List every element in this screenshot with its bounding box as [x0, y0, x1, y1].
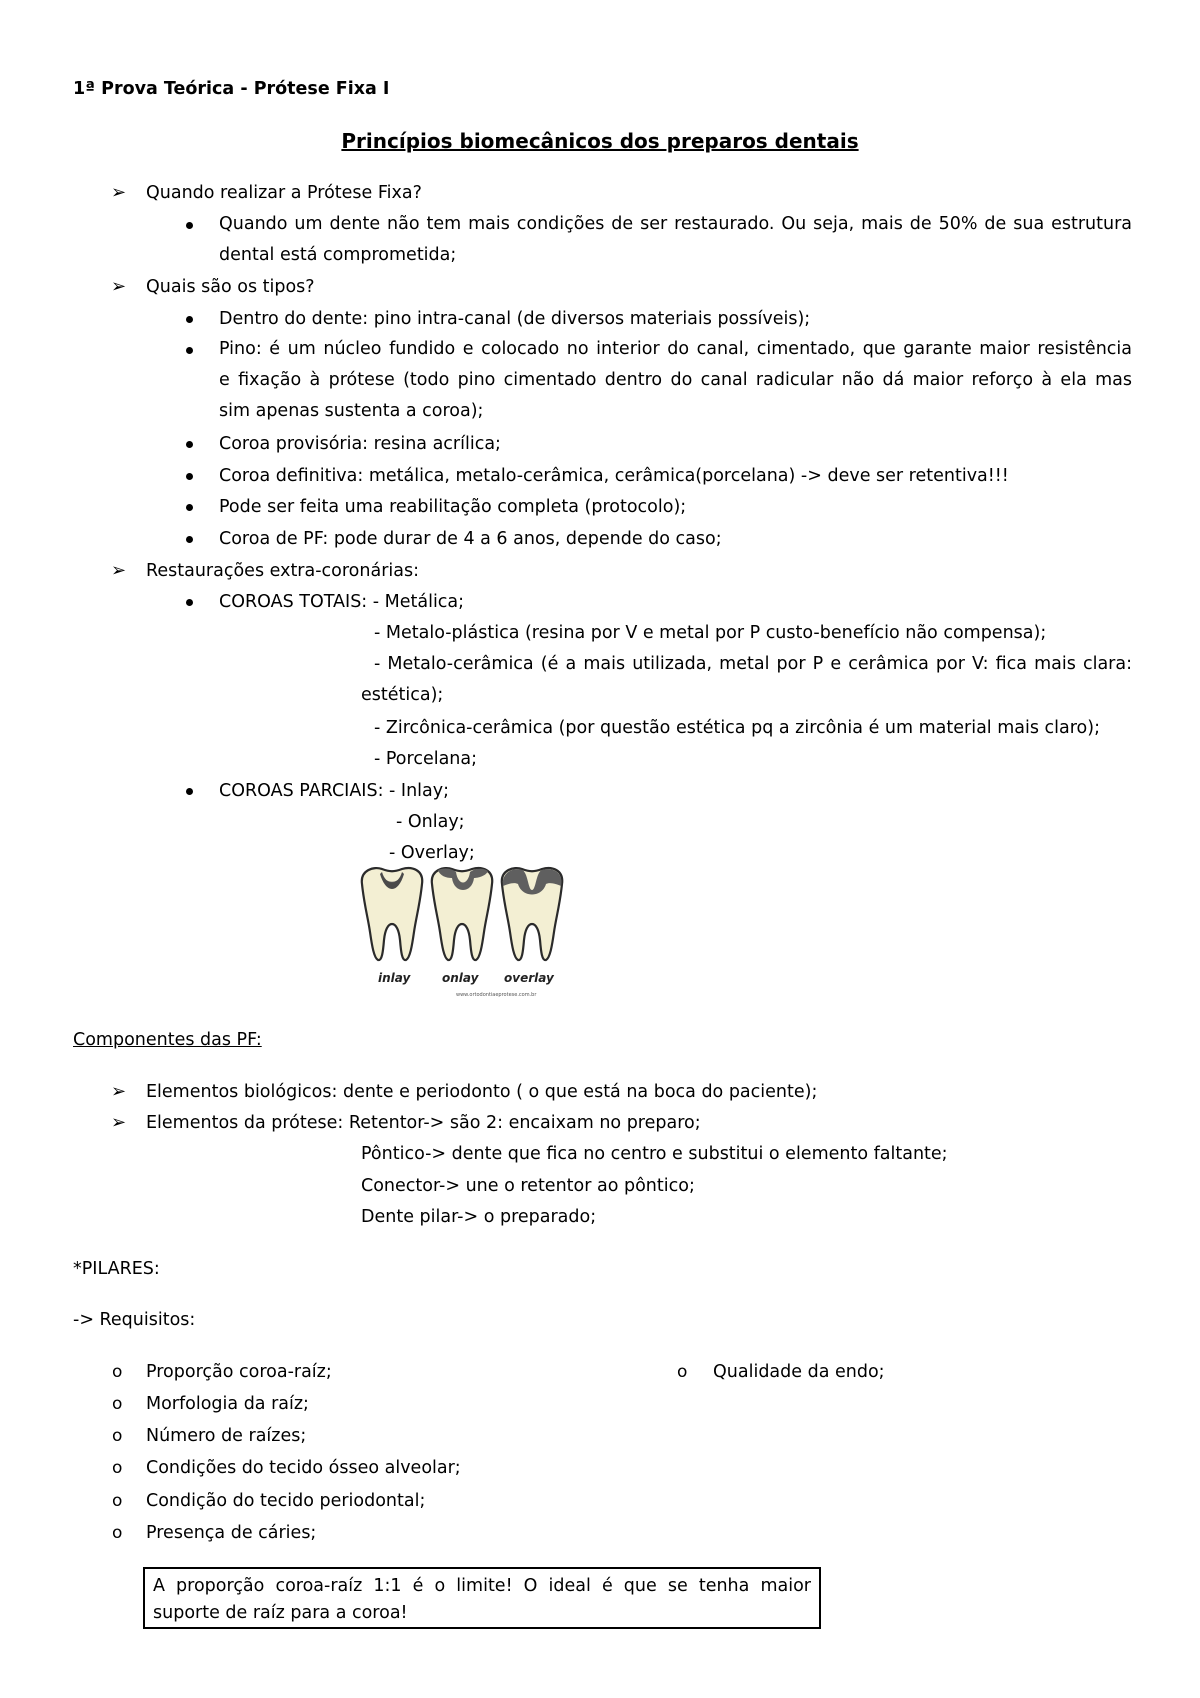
coroas-totais-item: - Metalo-plástica (resina por V e metal por P custo-benefício não compensa); — [374, 623, 1047, 643]
q2-item-multiline — [219, 334, 1132, 427]
coroas-parciais-label: COROAS PARCIAIS: - Inlay; — [219, 781, 450, 801]
components-sub-item: Conector-> une o retentor ao pôntico; — [361, 1176, 695, 1196]
arrow-bullet-icon: ➢ — [111, 560, 127, 581]
bullet-icon — [186, 316, 193, 323]
note-box — [143, 1567, 821, 1629]
requisito-item: Proporção coroa-raíz; — [146, 1362, 332, 1382]
circle-bullet-icon: o — [112, 1491, 123, 1511]
note-line: suporte de raíz para a coroa! — [153, 1603, 408, 1623]
figure-credit: www.ortodontiaeprotese.com.br — [456, 992, 537, 998]
requisito-item: Condição do tecido periodontal; — [146, 1491, 426, 1511]
components-sub-item: Dente pilar-> o preparado; — [361, 1207, 597, 1227]
requisito-item: Número de raízes; — [146, 1426, 307, 1446]
bullet-icon — [186, 347, 193, 354]
q1-question: Quando realizar a Prótese Fixa? — [146, 183, 422, 203]
q2-item-line: sim apenas sustenta a coroa); — [219, 401, 484, 421]
q2-item: Pode ser feita uma reabilitação completa (protocolo); — [219, 497, 687, 517]
components-sub-item: Pôntico-> dente que fica no centro e substitui o elemento faltante; — [361, 1144, 948, 1164]
bullet-icon — [186, 536, 193, 543]
section-title: Princípios biomecânicos dos preparos dentais — [341, 129, 859, 153]
requisito-item: Condições do tecido ósseo alveolar; — [146, 1458, 461, 1478]
components-item: Elementos da prótese: Retentor-> são 2: encaixam no preparo; — [146, 1113, 701, 1133]
components-item: Elementos biológicos: dente e periodonto ( o que está na boca do paciente); — [146, 1082, 818, 1102]
components-heading: Componentes das PF: — [73, 1030, 262, 1050]
tooth-inlay-icon — [362, 868, 422, 960]
bullet-icon — [186, 441, 193, 448]
figure-label-overlay: overlay — [504, 971, 554, 985]
bullet-icon — [186, 599, 193, 606]
circle-bullet-icon: o — [112, 1394, 123, 1414]
inlay-onlay-overlay-figure — [358, 866, 568, 1000]
circle-bullet-icon: o — [112, 1458, 123, 1478]
q1-answer — [219, 209, 1132, 271]
coroas-parciais-item: - Onlay; — [396, 812, 465, 832]
bullet-icon — [186, 222, 193, 229]
q2-item: Coroa definitiva: metálica, metalo-cerâmica, cerâmica(porcelana) -> deve ser retentiva!!! — [219, 466, 1009, 486]
q3-question: Restaurações extra-coronárias: — [146, 561, 419, 581]
q1-answer-line: dental está comprometida; — [219, 245, 457, 265]
coroas-totais-item: - Metalo-cerâmica (é a mais utilizada, metal por P e cerâmica por V: fica mais clara: — [374, 654, 1132, 674]
coroas-parciais-item: - Overlay; — [389, 843, 475, 863]
q2-question: Quais são os tipos? — [146, 277, 315, 297]
circle-bullet-icon: o — [677, 1362, 688, 1382]
coroas-totais-item: - Porcelana; — [374, 749, 478, 769]
q1-answer-line: Quando um dente não tem mais condições de ser restaurado. Ou seja, mais de 50% de sua estrutura — [219, 214, 1132, 234]
note-line: A proporção coroa-raíz 1:1 é o limite! O ideal é que se tenha maior — [153, 1576, 811, 1596]
q2-item-line: e fixação à prótese (todo pino cimentado dentro do canal radicular não dá maior reforço à ela mas — [219, 370, 1132, 390]
q2-item: Coroa provisória: resina acrílica; — [219, 434, 501, 454]
circle-bullet-icon: o — [112, 1362, 123, 1382]
pilares-heading: *PILARES: — [73, 1259, 160, 1279]
figure-label-inlay: inlay — [378, 971, 411, 985]
tooth-onlay-icon — [432, 868, 492, 960]
bullet-icon — [186, 788, 193, 795]
coroas-totais-label: COROAS TOTAIS: - Metálica; — [219, 592, 465, 612]
circle-bullet-icon: o — [112, 1523, 123, 1543]
arrow-bullet-icon: ➢ — [111, 182, 127, 203]
q2-item-line: Pino: é um núcleo fundido e colocado no interior do canal, cimentado, que garante maior resistência — [219, 339, 1132, 359]
tooth-overlay-icon — [502, 868, 562, 960]
coroas-totais-multiline — [361, 649, 1132, 711]
coroas-totais-item: estética); — [361, 685, 444, 705]
circle-bullet-icon: o — [112, 1426, 123, 1446]
bullet-icon — [186, 504, 193, 511]
q2-item: Coroa de PF: pode durar de 4 a 6 anos, depende do caso; — [219, 529, 722, 549]
coroas-totais-item: - Zircônica-cerâmica (por questão estética pq a zircônia é um material mais claro); — [374, 718, 1100, 738]
requisito-item: Morfologia da raíz; — [146, 1394, 309, 1414]
figure-label-onlay: onlay — [442, 971, 479, 985]
requisito-item: Presença de cáries; — [146, 1523, 317, 1543]
arrow-bullet-icon: ➢ — [111, 1112, 127, 1133]
document-title: 1ª Prova Teórica - Prótese Fixa I — [73, 79, 390, 99]
q2-item: Dentro do dente: pino intra-canal (de diversos materiais possíveis); — [219, 309, 811, 329]
arrow-bullet-icon: ➢ — [111, 1081, 127, 1102]
requisitos-heading: -> Requisitos: — [73, 1310, 196, 1330]
arrow-bullet-icon: ➢ — [111, 276, 127, 297]
bullet-icon — [186, 473, 193, 480]
requisito-item: Qualidade da endo; — [713, 1362, 885, 1382]
